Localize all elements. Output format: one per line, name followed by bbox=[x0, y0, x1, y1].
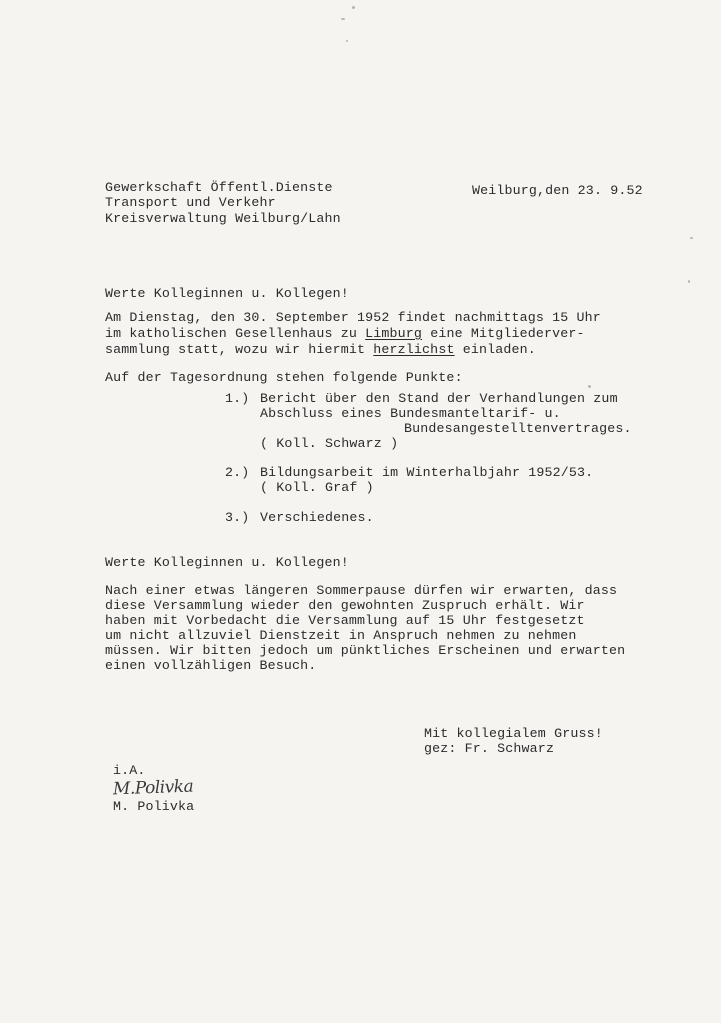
sender-line-3: Kreisverwaltung Weilburg/Lahn bbox=[105, 211, 341, 226]
sender-line-2: Transport und Verkehr bbox=[105, 195, 276, 210]
agenda-item-number: 2.) bbox=[225, 465, 250, 480]
signature-name: M. Polivka bbox=[113, 799, 195, 814]
agenda-item-text: Verschiedenes. bbox=[260, 510, 374, 525]
intro-line-3: sammlung statt, wozu wir hiermit herzlichst einladen. bbox=[105, 342, 536, 357]
body-line: um nicht allzuviel Dienstzeit in Anspruch nehmen zu nehmen bbox=[105, 628, 577, 643]
body-line: einen vollzähligen Besuch. bbox=[105, 658, 317, 673]
body-line: diese Versammlung wieder den gewohnten Zuspruch erhält. Wir bbox=[105, 598, 585, 613]
handwritten-signature: M.Polivka bbox=[112, 776, 194, 800]
salutation: Werte Kolleginnen u. Kollegen! bbox=[105, 286, 349, 301]
agenda-item-speaker: ( Koll. Graf ) bbox=[260, 480, 374, 495]
agenda-item-number: 1.) bbox=[225, 391, 250, 406]
agenda-item-text: Bericht über den Stand der Verhandlungen zum bbox=[260, 391, 618, 406]
herzlichst-underlined: herzlichst bbox=[373, 342, 455, 357]
intro-line-1: Am Dienstag, den 30. September 1952 findet nachmittags 15 Uhr bbox=[105, 310, 601, 325]
agenda-item-speaker: ( Koll. Schwarz ) bbox=[260, 436, 399, 451]
agenda-item-text: Abschluss eines Bundesmanteltarif- u. bbox=[260, 406, 561, 421]
signature-ia: i.A. bbox=[113, 763, 146, 778]
agenda-item-text: Bildungsarbeit im Winterhalbjahr 1952/53. bbox=[260, 465, 594, 480]
intro-line-2: im katholischen Gesellenhaus zu Limburg eine Mitgliederver- bbox=[105, 326, 585, 341]
sender-line-1: Gewerkschaft Öffentl.Dienste bbox=[105, 180, 333, 195]
body-line: müssen. Wir bitten jedoch um pünktliches Erscheinen und erwarten bbox=[105, 643, 626, 658]
place-date: Weilburg,den 23. 9.52 bbox=[472, 183, 643, 198]
closing-signed: gez: Fr. Schwarz bbox=[424, 741, 555, 756]
body-line: Nach einer etwas längeren Sommerpause dürfen wir erwarten, dass bbox=[105, 583, 618, 598]
body-line: haben mit Vorbedacht die Versammlung auf 15 Uhr festgesetzt bbox=[105, 613, 585, 628]
salutation-2: Werte Kolleginnen u. Kollegen! bbox=[105, 555, 349, 570]
limburg-underlined: Limburg bbox=[365, 326, 423, 341]
closing-greeting: Mit kollegialem Gruss! bbox=[424, 726, 603, 741]
agenda-intro: Auf der Tagesordnung stehen folgende Punkte: bbox=[105, 370, 463, 385]
agenda-item-text: Bundesangestelltenvertrages. bbox=[404, 421, 632, 436]
agenda-item-number: 3.) bbox=[225, 510, 250, 525]
